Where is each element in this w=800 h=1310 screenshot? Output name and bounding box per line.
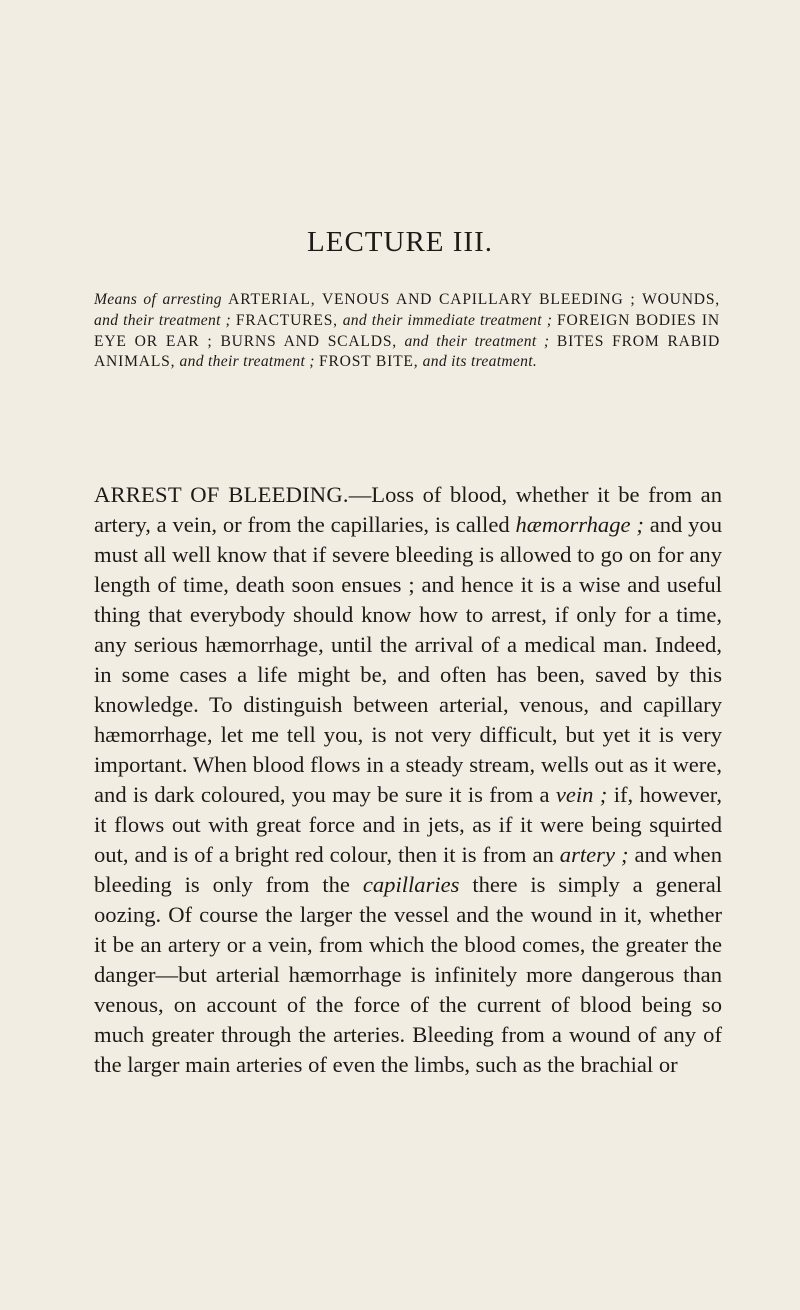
summary-intro: Means of arresting — [94, 291, 222, 308]
summary-note-frost-bite: and its treatment. — [422, 353, 538, 371]
summary-topic-foreign-bodies-burns: FOREIGN BODIES IN EYE OR EAR ; BURNS AND SCALDS, — [94, 311, 720, 350]
summary-topic-frost-bite: FROST BITE, — [318, 353, 419, 371]
term-capillaries: capillaries — [362, 872, 460, 897]
body-text-4: and when bleeding is only from the — [94, 842, 723, 897]
summary-note-bites: and their treatment ; — [179, 353, 315, 371]
body-text-3: if, however, it flows out with great force and in jets, as if it were being squirted out, and is of a bright red colour, then it is from an — [94, 782, 722, 867]
summary-note-fractures: and their immediate treatment ; — [342, 311, 553, 329]
summary-note-burns: and their treatment ; — [404, 332, 550, 350]
section-lead: ARREST OF BLEEDING. — [94, 482, 349, 507]
lecture-heading: LECTURE III. — [307, 226, 493, 258]
chapter-summary — [94, 290, 720, 373]
summary-topic-bites: BITES FROM RABID ANIMALS, — [94, 332, 721, 371]
summary-note-wounds: and their treatment ; — [94, 311, 232, 329]
body-text-5: there is simply a general oozing. Of course the larger the vessel and the wound in it, whether it be an artery or a vein, from which the blood comes, the greater the danger—but arterial hæmorrhage is infinitely more dangerous than venous, on account of the force of the current of blood being so much greater through the arteries. Bleeding from a wound of any of the larger main arteries of even the limbs, such as the brachial or — [94, 872, 722, 1077]
body-text-2: and you must all well know that if severe bleeding is allowed to go on for any length of time, death soon ensues ; and hence it is a wise and useful thing that everybody should know how to arrest, if only for a time, any serious hæmorrhage, until the arrival of a medical man. Indeed, in some cases a life might be, and often has been, saved by this knowledge. To distinguish between arterial, venous, and capillary hæmorrhage, let me tell you, is not very difficult, but yet it is very important. When blood flows in a steady stream, wells out as it were, and is dark coloured, you may be sure it is from a — [94, 512, 722, 807]
term-haemorrhage: hæmorrhage ; — [515, 512, 644, 537]
summary-topic-fractures: FRACTURES, — [235, 311, 338, 329]
term-artery: artery ; — [559, 842, 629, 867]
body-text-1: —Loss of blood, whether it be from an artery, a vein, or from the capillaries, is called — [94, 482, 722, 537]
body-paragraph — [94, 480, 722, 1080]
summary-topic-bleeding: ARTERIAL, VENOUS AND CAPILLARY BLEEDING ; WOUNDS, — [228, 291, 720, 308]
term-vein: vein ; — [555, 782, 608, 807]
